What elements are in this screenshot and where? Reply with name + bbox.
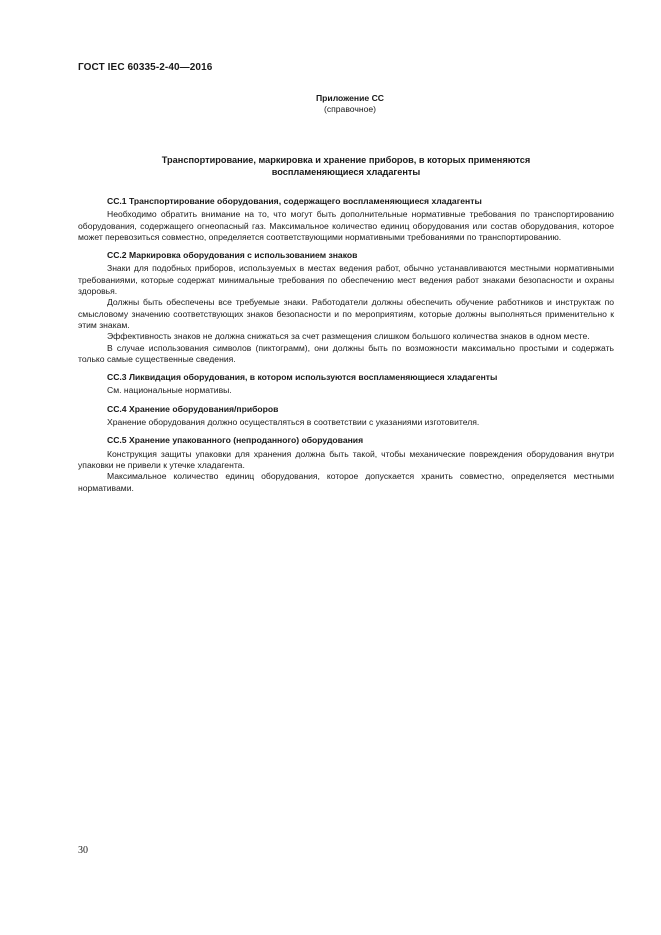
paragraph: Хранение оборудования должно осуществляться в соответствии с указаниями изготовителя. xyxy=(107,417,480,428)
section-title: СС.1 Транспортирование оборудования, содержащего воспламеняющиеся хладагенты xyxy=(107,196,482,206)
annex-title xyxy=(78,154,614,178)
annex-title-line-2: воспламеняющиеся хладагенты xyxy=(271,167,421,177)
section-cc4 xyxy=(78,404,614,429)
section-cc3 xyxy=(78,372,614,397)
appendix-subtitle: (справочное) xyxy=(323,104,377,114)
section-title: СС.3 Ликвидация оборудования, в котором используются воспламеняющиеся хладагенты xyxy=(107,372,498,383)
paragraph: См. национальные нормативы. xyxy=(107,385,232,396)
paragraph: Должны быть обеспечены все требуемые знаки. Работодатели должны обеспечить обучение работников и инструктаж по смысловому значению соответствующих знаков безопасности и по мероприятиям, которые должны выполняться применительно к этим знакам. xyxy=(78,297,614,330)
annex-title-line-1: Транспортирование, маркировка и хранение приборов, в которых применяются xyxy=(161,155,531,165)
section-title: СС.4 Хранение оборудования/приборов xyxy=(107,403,279,414)
paragraph: Максимальное количество единиц оборудования, которое допускается хранить совместно, определяется местными нормативами. xyxy=(78,471,614,493)
section-cc1 xyxy=(78,196,614,243)
document-code: ГОСТ IEC 60335-2-40—2016 xyxy=(78,62,213,73)
paragraph: Знаки для подобных приборов, используемых в местах ведения работ, обычно устанавливаются местными нормативными требованиями, которые содержат минимальные требования по обеспечению мест ведения работ знаками безопасности и охраны здоровья. xyxy=(78,263,614,297)
section-title: СС.5 Хранение упакованного (непроданного) оборудования xyxy=(107,435,364,446)
section-cc2 xyxy=(78,250,614,365)
paragraph: Конструкция защиты упаковки для хранения должна быть такой, чтобы механические повреждения оборудования внутри упаковки не привели к утечке хладагента. xyxy=(78,448,614,470)
section-cc5 xyxy=(78,435,614,493)
appendix-heading xyxy=(280,93,420,115)
paragraph: В случае использования символов (пиктограмм), они должны быть по возможности максимально простыми и содержать только самые существенные сведения. xyxy=(78,342,614,364)
annex-content xyxy=(78,196,614,494)
paragraph: Необходимо обратить внимание на то, что могут быть дополнительные нормативные требования по транспортированию оборудования, содержащего огнеопасный газ. Максимальное количество единиц оборудования или состав оборудования, которое может перевозиться совместно, определяется соответствующими нормативными требованиями по транспортированию. xyxy=(78,209,614,242)
section-title: СС.2 Маркировка оборудования с использованием знаков xyxy=(107,250,358,261)
paragraph: Эффективность знаков не должна снижаться за счет размещения слишком большого количества знаков в одном месте. xyxy=(107,331,590,342)
page-number: 30 xyxy=(78,845,88,856)
appendix-title: Приложение СС xyxy=(315,93,384,103)
